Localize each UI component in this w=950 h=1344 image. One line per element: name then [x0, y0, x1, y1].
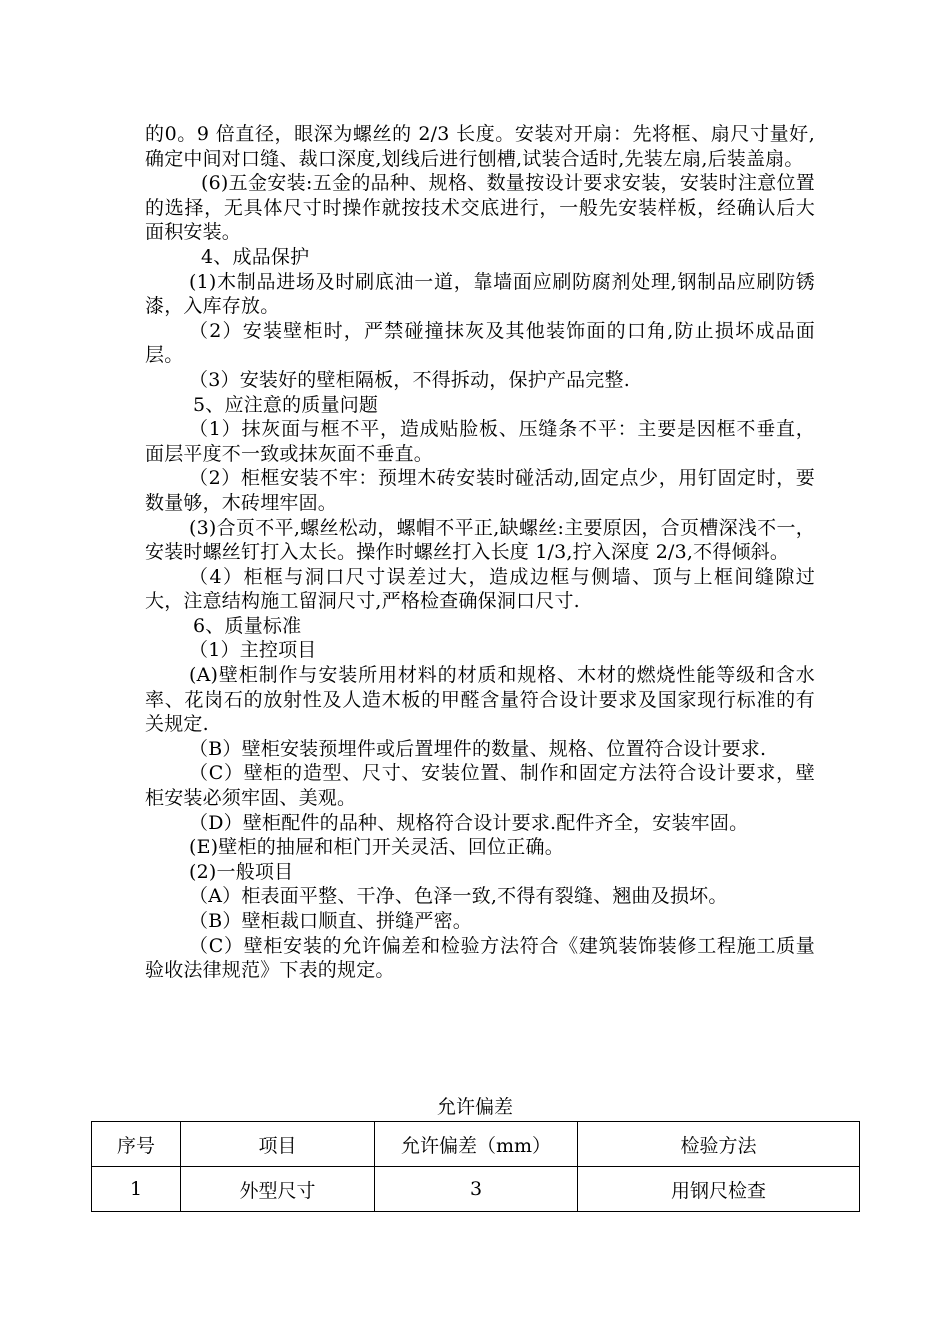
- table-row: [92, 1167, 860, 1212]
- column-header: 检验方法: [578, 1122, 860, 1167]
- table-header-row: [92, 1122, 860, 1167]
- paragraph: （D）壁柜配件的品种、规格符合设计要求.配件齐全，安装牢固。: [189, 811, 749, 834]
- section-heading: 4、成品保护: [201, 245, 310, 268]
- paragraph: （C）壁柜的造型、尺寸、安装位置、制作和固定方法符合设计要求，壁柜安装必须牢固、美观。: [145, 762, 815, 810]
- paragraph: （A）柜表面平整、干净、色泽一致,不得有裂缝、翘曲及损坏。: [189, 885, 728, 908]
- section-heading: 6、质量标准: [193, 614, 302, 637]
- paragraph: (A)壁柜制作与安装所用材料的材质和规格、木材的燃烧性能等级和含水率、花岗石的放射性及人造木板的甲醛含量符合设计要求及国家现行标准的有关规定.: [145, 664, 815, 736]
- table-cell: 1: [92, 1167, 181, 1212]
- table-cell: 3: [375, 1167, 578, 1212]
- paragraph: （2）柜框安装不牢：预埋木砖安装时碰活动,固定点少，用钉固定时，要数量够，木砖埋牢固。: [145, 467, 815, 514]
- section-heading: 5、应注意的质量问题: [193, 393, 379, 416]
- column-header: 序号: [92, 1122, 181, 1167]
- column-header: 允许偏差（mm）: [375, 1122, 578, 1167]
- paragraph: (E)壁柜的抽屉和柜门开关灵活、回位正确。: [189, 836, 564, 859]
- paragraph: （B）壁柜裁口顺直、拼缝严密。: [189, 910, 472, 932]
- body-text: [145, 122, 815, 983]
- paragraph: (1)木制品进场及时刷底油一道，靠墙面应刷防腐剂处理,钢制品应刷防锈漆，入库存放。: [145, 270, 815, 318]
- paragraph: (6)五金安装:五金的品种、规格、数量按设计要求安装，安装时注意位置的选择，无具体尺寸时操作就按技术交底进行，一般先安装样板，经确认后大面积安装。: [145, 172, 815, 244]
- paragraph: (3)合页不平,螺丝松动，螺帽不平正,缺螺丝:主要原因，合页槽深浅不一，安装时螺丝钉打入太长。操作时螺丝打入长度 1/3,拧入深度 2/3,不得倾斜。: [145, 516, 815, 564]
- table-cell: 外型尺寸: [181, 1167, 375, 1212]
- paragraph: （1）抹灰面与框不平，造成贴脸板、压缝条不平：主要是因框不垂直，面层平度不一致或抹灰面不垂直。: [145, 418, 815, 465]
- paragraph: 的0。9 倍直径，眼深为螺丝的 2/3 长度。安装对开扇：先将框、扇尺寸量好,确定中间对口缝、裁口深度,划线后进行刨槽,试装合适时,先装左扇,后装盖扇。: [145, 123, 815, 170]
- paragraph: （3）安装好的壁柜隔板，不得拆动，保护产品完整.: [189, 368, 630, 391]
- subsection-heading: （1）主控项目: [189, 639, 317, 662]
- tolerance-table: [91, 1121, 860, 1212]
- table-caption: 允许偏差: [436, 1096, 513, 1118]
- column-header: 项目: [181, 1122, 375, 1167]
- paragraph: （4）柜框与洞口尺寸误差过大，造成边框与侧墙、顶与上框间缝隙过大，注意结构施工留洞尺寸,严格检查确保洞口尺寸.: [145, 565, 815, 613]
- paragraph: （2）安装壁柜时，严禁碰撞抹灰及其他装饰面的口角,防止损坏成品面层。: [145, 319, 815, 367]
- paragraph: （C）壁柜安装的允许偏差和检验方法符合《建筑装饰装修工程施工质量验收法律规范》下表的规定。: [145, 934, 815, 982]
- subsection-heading: (2)一般项目: [189, 860, 294, 883]
- table-cell: 用钢尺检查: [578, 1167, 860, 1212]
- paragraph: （B）壁柜安装预埋件或后置埋件的数量、规格、位置符合设计要求.: [189, 737, 767, 760]
